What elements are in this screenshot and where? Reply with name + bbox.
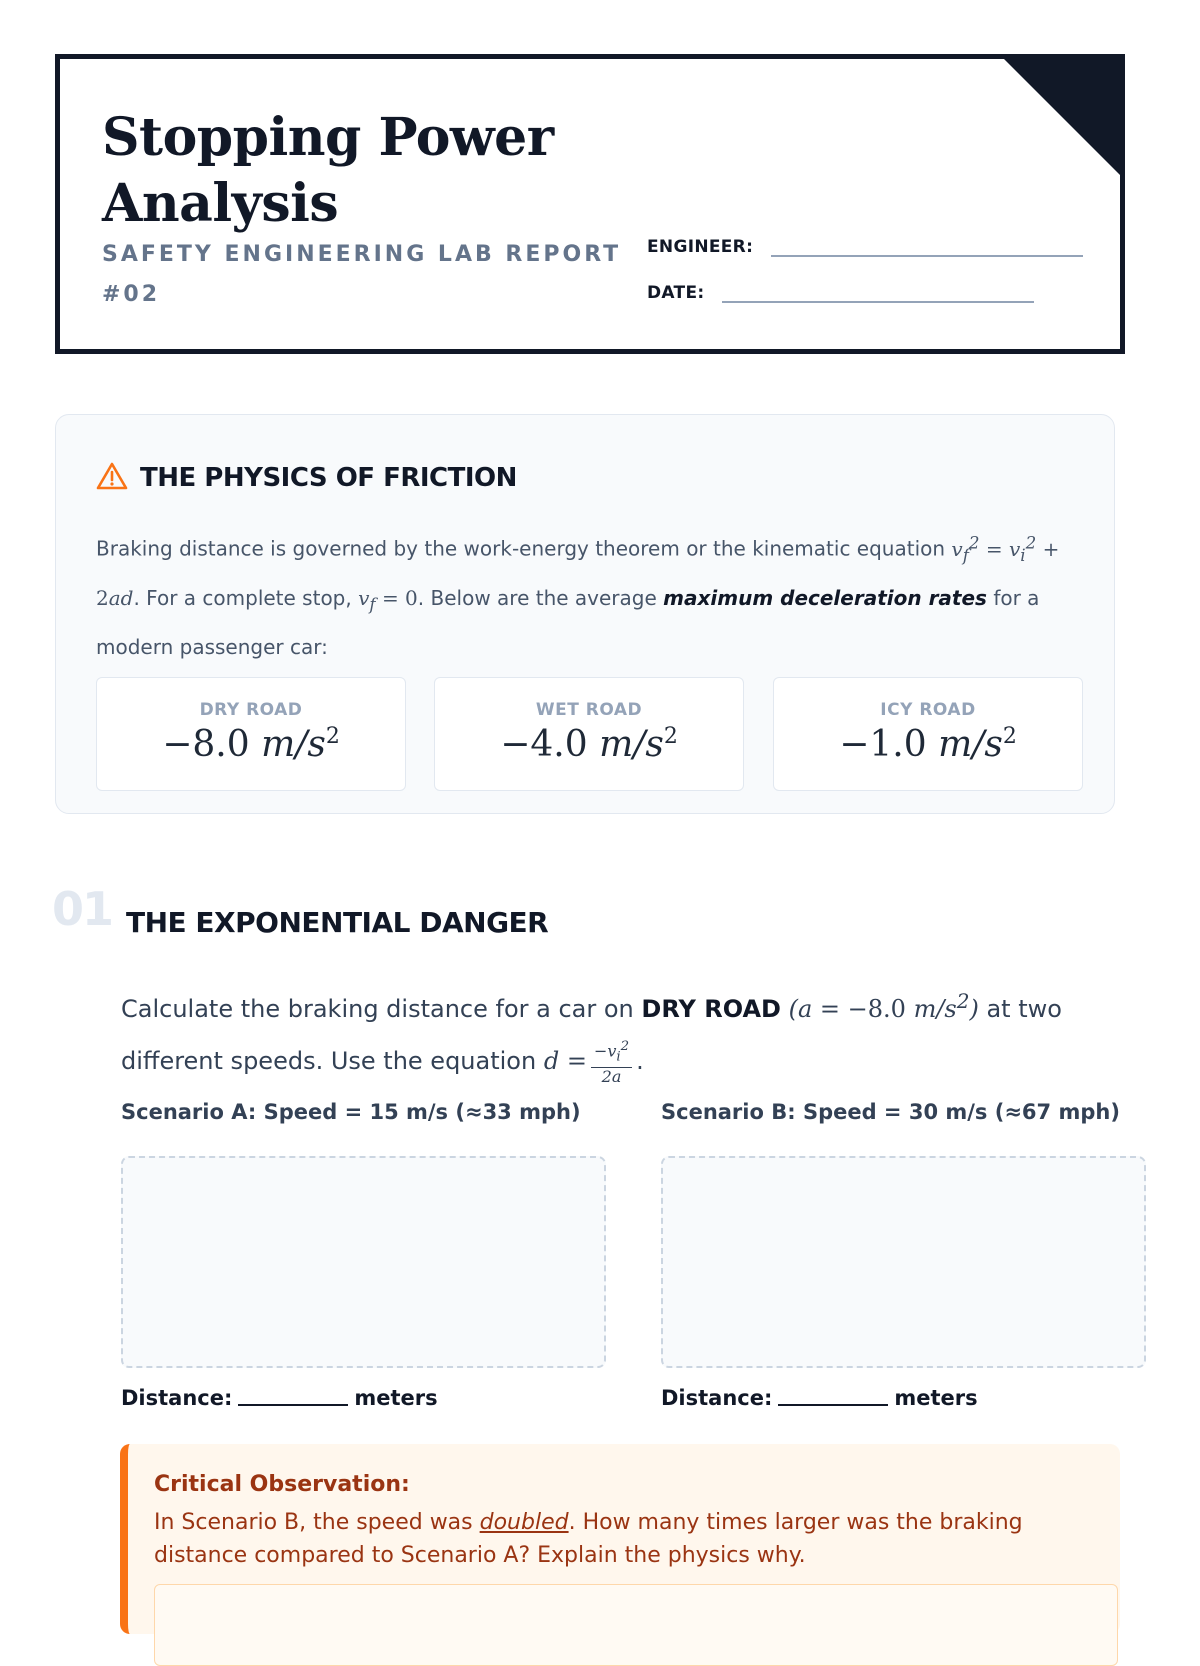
- rate-label: ICY ROAD: [880, 700, 976, 720]
- engineer-row: [647, 237, 1083, 257]
- report-subtitle: SAFETY ENGINEERING LAB REPORT #02: [102, 242, 622, 307]
- scenario-b-work-area[interactable]: [661, 1156, 1146, 1368]
- distance-label: Distance:: [661, 1386, 773, 1410]
- distance-unit: meters: [894, 1386, 978, 1410]
- distance-label: Distance:: [121, 1386, 233, 1410]
- rate-value: −1.0 $m/s^2$: [839, 724, 1017, 765]
- rate-card-dry: [96, 677, 406, 791]
- scenario-b-distance-row: [661, 1386, 978, 1410]
- section-intro: Calculate the braking distance for a car on DRY ROAD (a = −8.0 $m/s^2$) at two different speeds. Use the equation d = $\frac{-v_i^2}{2a}$ .: [121, 989, 1062, 1086]
- physics-paragraph: Braking distance is governed by the work-energy theorem or the kinematic equation $v_f^2 = v_i^2 + 2ad$. For a complete stop, $v_f = 0$. Below are the average maximum deceleration rates for a modern passenger car:: [96, 533, 1060, 659]
- rate-label: DRY ROAD: [199, 700, 303, 720]
- scenario-b-label: Scenario B: Speed = 30 m/s (≈67 mph): [661, 1100, 1120, 1124]
- page-title: Stopping Power Analysis: [102, 107, 554, 234]
- scenario-a-label: Scenario A: Speed = 15 m/s (≈33 mph): [121, 1100, 581, 1124]
- observation-text: In Scenario B, the speed was doubled. How many times larger was the braking distance compared to Scenario A? Explain the physics why.: [154, 1510, 1023, 1568]
- date-row: [647, 283, 1034, 303]
- rate-value: −4.0 $m/s^2$: [500, 724, 678, 765]
- section-number: 01: [52, 882, 113, 936]
- date-field[interactable]: [722, 301, 1034, 303]
- distance-formula-fraction: $\frac{-v_i^2}{2a}$: [591, 1038, 632, 1086]
- observation-answer-box[interactable]: [154, 1584, 1118, 1666]
- header-card: [55, 54, 1125, 354]
- physics-heading-row: [96, 461, 517, 495]
- rate-value: −8.0 $m/s^2$: [162, 724, 340, 765]
- scenario-a-distance-field[interactable]: [238, 1404, 348, 1406]
- section-title: THE EXPONENTIAL DANGER: [126, 906, 549, 939]
- rate-card-wet: [434, 677, 744, 791]
- scenario-a-distance-row: [121, 1386, 438, 1410]
- scenario-a-work-area[interactable]: [121, 1156, 606, 1368]
- engineer-field[interactable]: [771, 255, 1083, 257]
- rate-card-icy: [773, 677, 1083, 791]
- critical-observation-card: [120, 1444, 1120, 1634]
- physics-heading: THE PHYSICS OF FRICTION: [140, 463, 517, 493]
- rate-label: WET ROAD: [535, 700, 643, 720]
- observation-title: Critical Observation:: [154, 1472, 410, 1497]
- physics-card: [55, 414, 1115, 814]
- engineer-label: ENGINEER:: [647, 237, 754, 257]
- corner-decoration: [1002, 57, 1122, 177]
- scenario-b-distance-field[interactable]: [778, 1404, 888, 1406]
- distance-unit: meters: [354, 1386, 438, 1410]
- warning-triangle-icon: [96, 461, 128, 495]
- date-label: DATE:: [647, 283, 705, 303]
